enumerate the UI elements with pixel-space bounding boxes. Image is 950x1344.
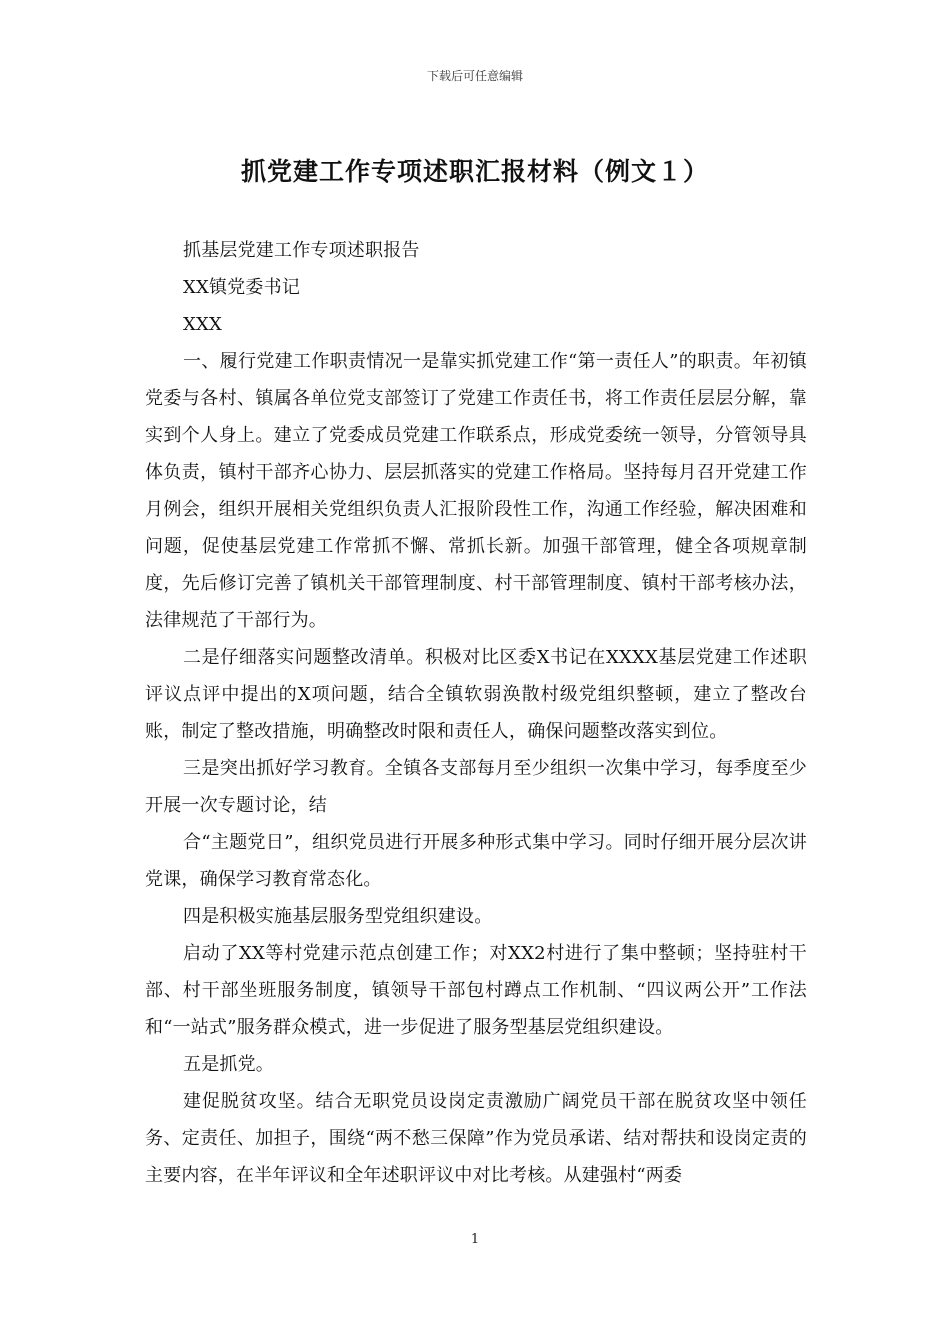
paragraph-section-3: 三是突出抓好学习教育。全镇各支部每月至少组织一次集中学习，每季度至少开展一次专题讨论，结 [145, 758, 807, 816]
document-body [145, 232, 807, 1194]
page-number: 1 [470, 1232, 480, 1247]
paragraph-section-2: 二是仔细落实问题整改清单。积极对比区委X书记在XXXX基层党建工作述职评议点评中提出的X项问题，结合全镇软弱涣散村级党组织整顿，建立了整改台账，制定了整改措施，明确整改时限和责任人，确保问题整改落实到位。 [145, 647, 807, 742]
paragraph-section-1: 一、履行党建工作职责情况一是靠实抓党建工作“第一责任人”的职责。年初镇党委与各村、镇属各单位党支部签订了党建工作责任书，将工作责任层层分解，靠实到个人身上。建立了党委成员党建工作联系点，形成党委统一领导，分管领导具体负责，镇村干部齐心协力、层层抓落实的党建工作格局。坚持每月召开党建工作月例会，组织开展相关党组织负责人汇报阶段性工作，沟通工作经验，解决困难和问题，促使基层党建工作常抓不懈、常抓长新。加强干部管理，健全各项规章制度，先后修订完善了镇机关干部管理制度、村干部管理制度、镇村干部考核办法，法律规范了干部行为。 [145, 351, 807, 631]
document-title: 抓党建工作专项述职汇报材料（例文１） [240, 157, 709, 186]
paragraph-report-name: 抓基层党建工作专项述职报告 [183, 240, 420, 261]
page-header-note: 下载后可任意编辑 [426, 69, 523, 83]
paragraph-section-4: 四是积极实施基层服务型党组织建设。 [183, 906, 493, 927]
paragraph-section-5: 五是抓党。 [183, 1054, 274, 1075]
paragraph-author-title: XX镇党委书记 [183, 277, 301, 298]
paragraph-section-3-cont: 合“主题党日”，组织党员进行开展多种形式集中学习。同时仔细开展分层次讲党课，确保学习教育常态化。 [145, 832, 807, 890]
paragraph-section-4-cont: 启动了XX等村党建示范点创建工作；对XX2村进行了集中整顿；坚持驻村干部、村干部坐班服务制度，镇领导干部包村蹲点工作机制、“四议两公开”工作法和“一站式”服务群众模式，进一步促进了服务型基层党组织建设。 [145, 943, 807, 1038]
paragraph-author-name: XXX [183, 314, 223, 335]
paragraph-section-5-cont: 建促脱贫攻坚。结合无职党员设岗定责激励广阔党员干部在脱贫攻坚中领任务、定责任、加担子，围绕“两不愁三保障”作为党员承诺、结对帮扶和设岗定责的主要内容，在半年评议和全年述职评议中对比考核。从建强村“两委 [145, 1091, 807, 1186]
